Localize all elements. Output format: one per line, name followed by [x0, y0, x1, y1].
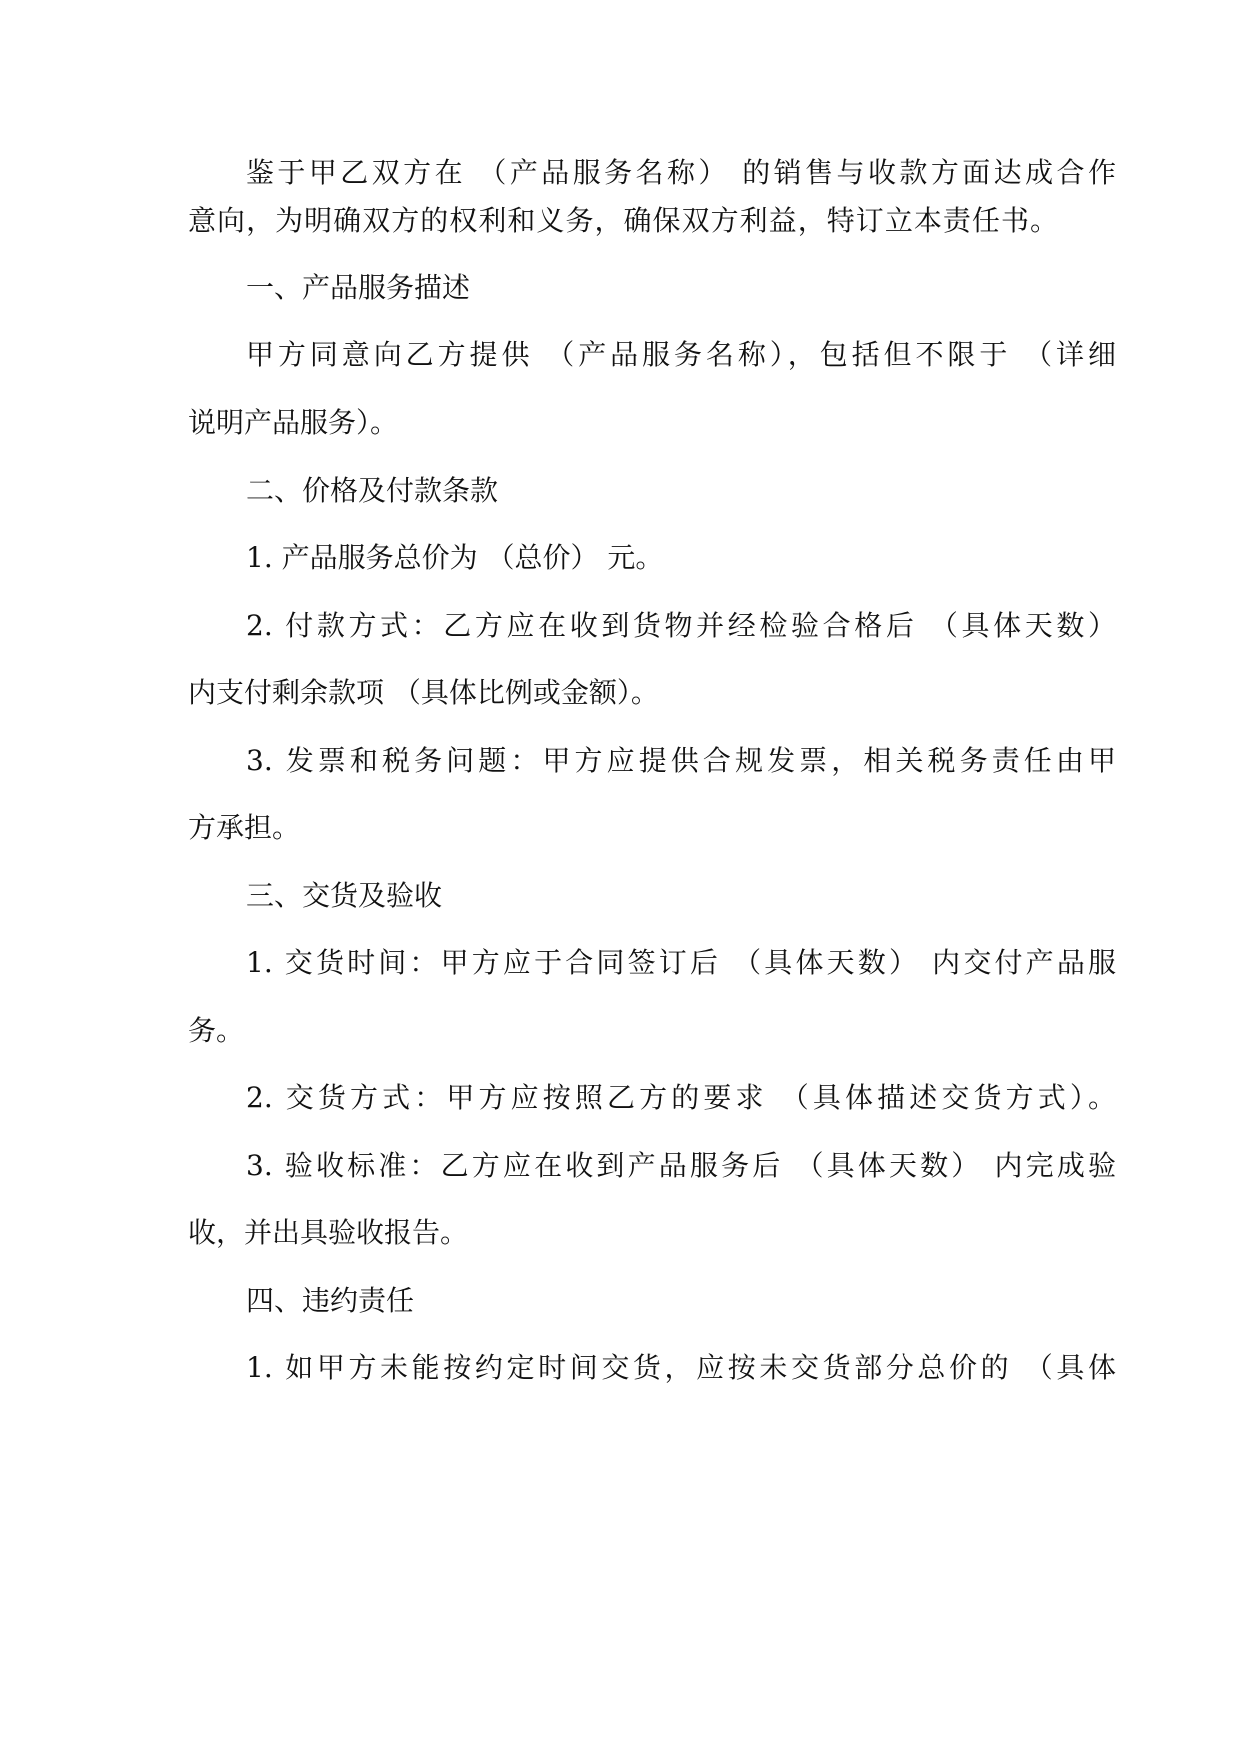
- paragraph-intro-line-2: 意向，为明确双方的权利和义务，确保双方利益，特订立本责任书。: [188, 204, 1058, 237]
- paragraph-1-line-1: 甲方同意向乙方提供 （产品服务名称），包括但不限于 （详细: [246, 338, 1116, 371]
- clause-2-1: 1. 产品服务总价为 （总价） 元。: [246, 541, 664, 574]
- clause-3-1-line-2: 务。: [188, 1014, 245, 1047]
- clause-3-1-line-1: 1. 交货时间：甲方应于合同签订后 （具体天数） 内交付产品服: [246, 946, 1116, 979]
- section-heading-1: 一、产品服务描述: [246, 271, 471, 304]
- section-heading-3: 三、交货及验收: [246, 879, 443, 912]
- clause-4-1-line-1: 1. 如甲方未能按约定时间交货，应按未交货部分总价的 （具体: [246, 1351, 1116, 1384]
- clause-2-2-line-1: 2. 付款方式：乙方应在收到货物并经检验合格后 （具体天数）: [246, 609, 1116, 642]
- section-heading-4: 四、违约责任: [246, 1284, 415, 1317]
- clause-2-3-line-2: 方承担。: [188, 811, 301, 844]
- section-heading-2: 二、价格及付款条款: [246, 474, 499, 507]
- clause-3-3-line-2: 收，并出具验收报告。: [188, 1216, 469, 1249]
- paragraph-intro-line-1: 鉴于甲乙双方在 （产品服务名称） 的销售与收款方面达成合作: [246, 156, 1116, 189]
- clause-3-3-line-1: 3. 验收标准：乙方应在收到产品服务后 （具体天数） 内完成验: [246, 1149, 1116, 1182]
- clause-2-2-line-2: 内支付剩余款项 （具体比例或金额）。: [188, 676, 659, 709]
- clause-3-2: 2. 交货方式：甲方应按照乙方的要求 （具体描述交货方式）。: [246, 1081, 1116, 1114]
- paragraph-1-line-2: 说明产品服务）。: [188, 406, 399, 439]
- clause-2-3-line-1: 3. 发票和税务问题：甲方应提供合规发票，相关税务责任由甲: [246, 744, 1116, 777]
